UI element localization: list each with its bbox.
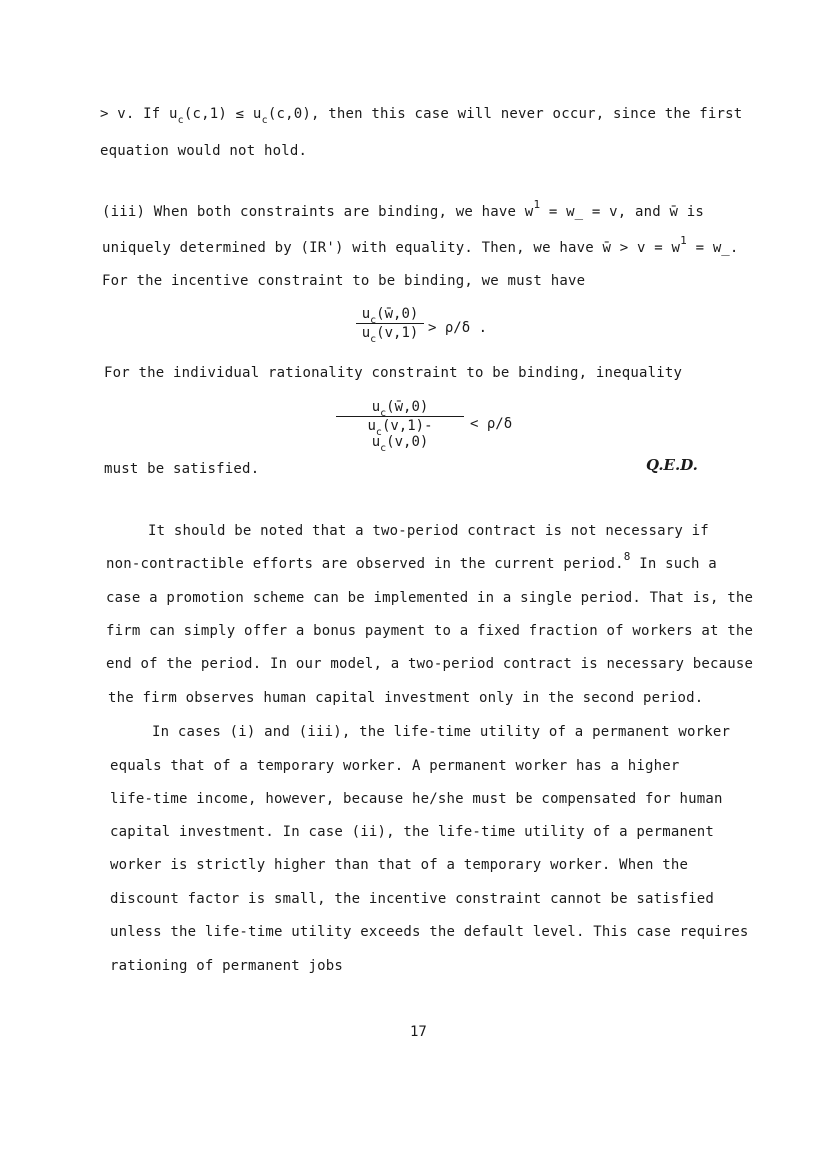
equation-fraction [356,306,424,345]
text-line: case a promotion scheme can be implemented in a single period. That is, the [106,590,754,606]
fraction-bar [356,323,424,324]
fraction-denominator: $u_c(v,1)$ [361,325,419,345]
text-fragment: non-contractible efforts are observed in the current period. [106,556,624,572]
text-line: For the incentive constraint to be binding, we must have [102,273,586,289]
equation-fraction [336,399,464,454]
text-line: For the individual rationality constraint to be binding, inequality [104,365,683,381]
text-line: worker is strictly higher than that of a temporary worker. When the [110,857,689,873]
fraction-numerator: $u_c(w̄,0)$ [361,306,419,326]
text-line: the firm observes human capital investment only in the second period. [108,690,704,706]
text-fragment: (c,0), then this case will never occur, since the first [267,106,743,122]
fraction-bar [336,416,464,417]
text-fragment: = w̲ = v, and w̄ is [540,204,705,220]
text-line [100,106,743,126]
text-fragment: In such a [630,556,717,572]
subscript: c [261,115,268,126]
equation-rhs: < ρ/δ [470,416,513,432]
fraction-denominator: $u_c(v,1)-u_c(v,0)$ [367,418,433,454]
text-fragment: (c,1) ≤ u [183,106,262,122]
text-line: unless the life-time utility exceeds the default level. This case requires [110,924,749,940]
text-line: must be satisfied. [104,461,260,477]
text-line: equation would not hold. [100,143,308,159]
subscript: c [177,115,184,126]
text-line: discount factor is small, the incentive constraint cannot be satisfied [110,891,715,907]
text-fragment: (iii) When both constraints are binding, we have w [102,204,534,220]
text-line [102,198,705,220]
text-line: firm can simply offer a bonus payment to a fixed fraction of workers at the [106,623,754,639]
footnote-marker: 8 [623,550,631,563]
superscript: 1 [533,198,541,211]
text-line [102,234,739,256]
text-fragment: uniquely determined by (IR') with equality. Then, we have w̄ > v = w [102,240,681,256]
qed-mark: Q.E.D. [646,456,698,474]
text-line: capital investment. In case (ii), the life-time utility of a permanent [110,824,715,840]
superscript: 1 [680,234,687,247]
fraction-numerator: $u_c(w̄,0)$ [371,399,429,419]
text-fragment: = w̲. [686,240,739,256]
equation-rhs: > ρ/δ . [428,320,488,336]
text-fragment: > v. If u [100,106,178,122]
text-line: In cases (i) and (iii), the life-time utility of a permanent worker [152,724,731,740]
text-line: end of the period. In our model, a two-period contract is necessary because [106,656,754,672]
text-line: It should be noted that a two-period contract is not necessary if [148,523,709,539]
text-line: equals that of a temporary worker. A permanent worker has a higher [110,758,680,774]
text-line: life-time income, however, because he/she must be compensated for human [110,791,723,807]
text-line [106,550,717,572]
page-number: 17 [410,1024,427,1040]
text-line: rationing of permanent jobs [110,958,343,974]
